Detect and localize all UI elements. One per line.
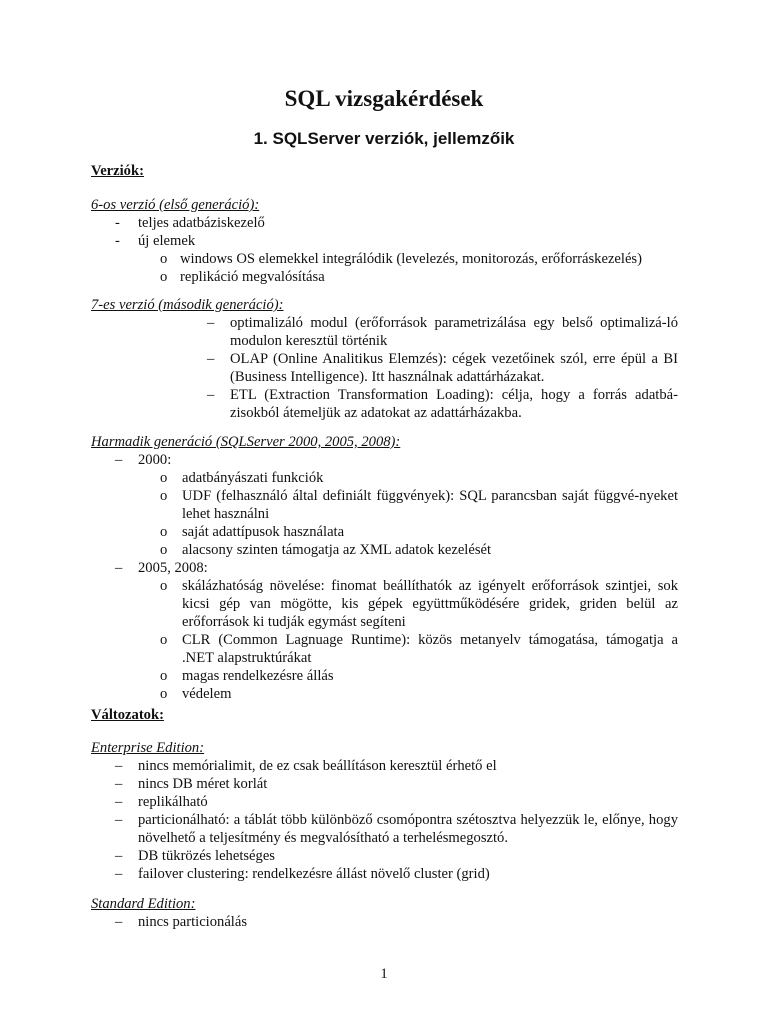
list-item-text: particionálható: a táblát több különböző csomópontra szétosztva helyezzük le, előnye, hogy növelhető a teljesítmény és megvalósítható a terhelésmegosztó. [138, 812, 678, 846]
list-item [91, 559, 678, 577]
list-item [91, 757, 678, 775]
generation-3-label: Harmadik generáció (SQLServer 2000, 2005, 2008): [91, 434, 401, 450]
endash-marker: – [207, 387, 215, 403]
circle-marker: o [160, 269, 168, 285]
sub-list-item [91, 469, 678, 487]
list-item-text: teljes adatbáziskezelő [138, 215, 265, 231]
version-6-label: 6-os verzió (első generáció): [91, 197, 260, 213]
version-6-block [91, 196, 678, 286]
list-item-text: DB tükrözés lehetséges [138, 848, 275, 864]
sub-list-item-text: alacsony szinten támogatja az XML adatok kezelését [182, 542, 492, 558]
list-item [91, 913, 678, 931]
endash-marker: – [115, 758, 123, 774]
editions-block [91, 706, 678, 724]
sub-list-item [91, 523, 678, 541]
circle-marker: o [160, 470, 168, 486]
endash-marker: – [115, 560, 123, 576]
enterprise-edition-block [91, 739, 678, 883]
endash-marker: – [115, 452, 123, 468]
circle-marker: o [160, 632, 168, 648]
sub-list-item [91, 667, 678, 685]
sub-list-item [91, 577, 678, 631]
sub-list-item-text: windows OS elemekkel integrálódik (levelezés, monitorozás, erőforráskezelés) [180, 251, 642, 267]
sub-list-item-text: replikáció megvalósítása [180, 269, 325, 285]
list-item [91, 350, 678, 386]
standard-edition-block [91, 895, 678, 931]
versions-heading: Verziók: [91, 163, 144, 179]
section-heading: 1. SQLServer verziók, jellemzőik [253, 129, 515, 148]
list-item [91, 451, 678, 469]
endash-marker: – [115, 914, 123, 930]
endash-marker: – [115, 812, 123, 828]
list-item-text: ETL (Extraction Transformation Loading): célja, hogy a forrás adatbá-zisokból átemeljük az adatokat az adattárházakba. [230, 387, 678, 421]
sub-list-item [91, 268, 678, 286]
document-title: SQL vizsgakérdések [284, 86, 484, 111]
sub-list-item-text: skálázhatóság növelése: finomat beállíthatók az igényelt erőforrások szintjei, sok kicsi gép van mögötte, kis gépek együttműködésére gridek, griden belül az erőforrások ki tudják egymást segíteni [182, 578, 678, 630]
circle-marker: o [160, 488, 168, 504]
sub-list-item [91, 250, 678, 268]
sub-list-item-text: CLR (Common Lagnuage Runtime): közös metanyelv támogatása, támogatja a .NET alapstruktúrákat [182, 632, 678, 666]
list-item-text: OLAP (Online Analitikus Elemzés): cégek vezetőinek szól, erre épül a BI (Business Intelligence). Itt használnak adattárházakat. [230, 351, 678, 385]
list-item-text: optimalizáló modul (erőforrások parametrizálása egy belső optimalizá-ló modulon keresztül történik [230, 315, 678, 349]
list-item [91, 865, 678, 883]
dash-marker: - [115, 233, 120, 249]
circle-marker: o [160, 578, 168, 594]
dash-marker: - [115, 215, 120, 231]
sub-list-item [91, 631, 678, 667]
sub-list-item [91, 685, 678, 703]
versions-block [91, 162, 678, 180]
sub-list-item-text: védelem [182, 686, 232, 702]
list-item-text: új elemek [138, 233, 196, 249]
circle-marker: o [160, 668, 168, 684]
list-item [91, 314, 678, 350]
endash-marker: – [115, 848, 123, 864]
list-item-text: failover clustering: rendelkezésre állást növelő cluster (grid) [138, 866, 490, 882]
list-item [91, 847, 678, 865]
endash-marker: – [115, 794, 123, 810]
sub-list-item [91, 487, 678, 523]
endash-marker: – [115, 866, 123, 882]
list-item-text: 2000: [138, 452, 172, 468]
sub-list-item-text: UDF (felhasználó által definiált függvények): SQL parancsban saját függvé-nyeket lehet használni [182, 488, 678, 522]
endash-marker: – [207, 351, 215, 367]
list-item-text: replikálható [138, 794, 208, 810]
list-item [91, 811, 678, 847]
sub-list-item-text: magas rendelkezésre állás [182, 668, 334, 684]
list-item-text: nincs particionálás [138, 914, 248, 930]
list-item [91, 232, 678, 250]
enterprise-edition-label: Enterprise Edition: [91, 740, 205, 756]
circle-marker: o [160, 251, 168, 267]
list-item [91, 793, 678, 811]
circle-marker: o [160, 542, 168, 558]
list-item [91, 386, 678, 422]
generation-3-block [91, 433, 678, 703]
sub-list-item-text: saját adattípusok használata [182, 524, 345, 540]
editions-heading: Változatok: [91, 707, 164, 723]
list-item-text: 2005, 2008: [138, 560, 208, 576]
version-7-block [91, 296, 678, 422]
list-item [91, 775, 678, 793]
version-7-label: 7-es verzió (második generáció): [91, 297, 284, 313]
page-number: 1 [380, 966, 388, 982]
endash-marker: – [115, 776, 123, 792]
endash-marker: – [207, 315, 215, 331]
circle-marker: o [160, 524, 168, 540]
list-item-text: nincs DB méret korlát [138, 776, 268, 792]
standard-edition-label: Standard Edition: [91, 896, 196, 912]
circle-marker: o [160, 686, 168, 702]
list-item [91, 214, 678, 232]
sub-list-item [91, 541, 678, 559]
sub-list-item-text: adatbányászati funkciók [182, 470, 324, 486]
list-item-text: nincs memórialimit, de ez csak beállításon keresztül érhető el [138, 758, 497, 774]
